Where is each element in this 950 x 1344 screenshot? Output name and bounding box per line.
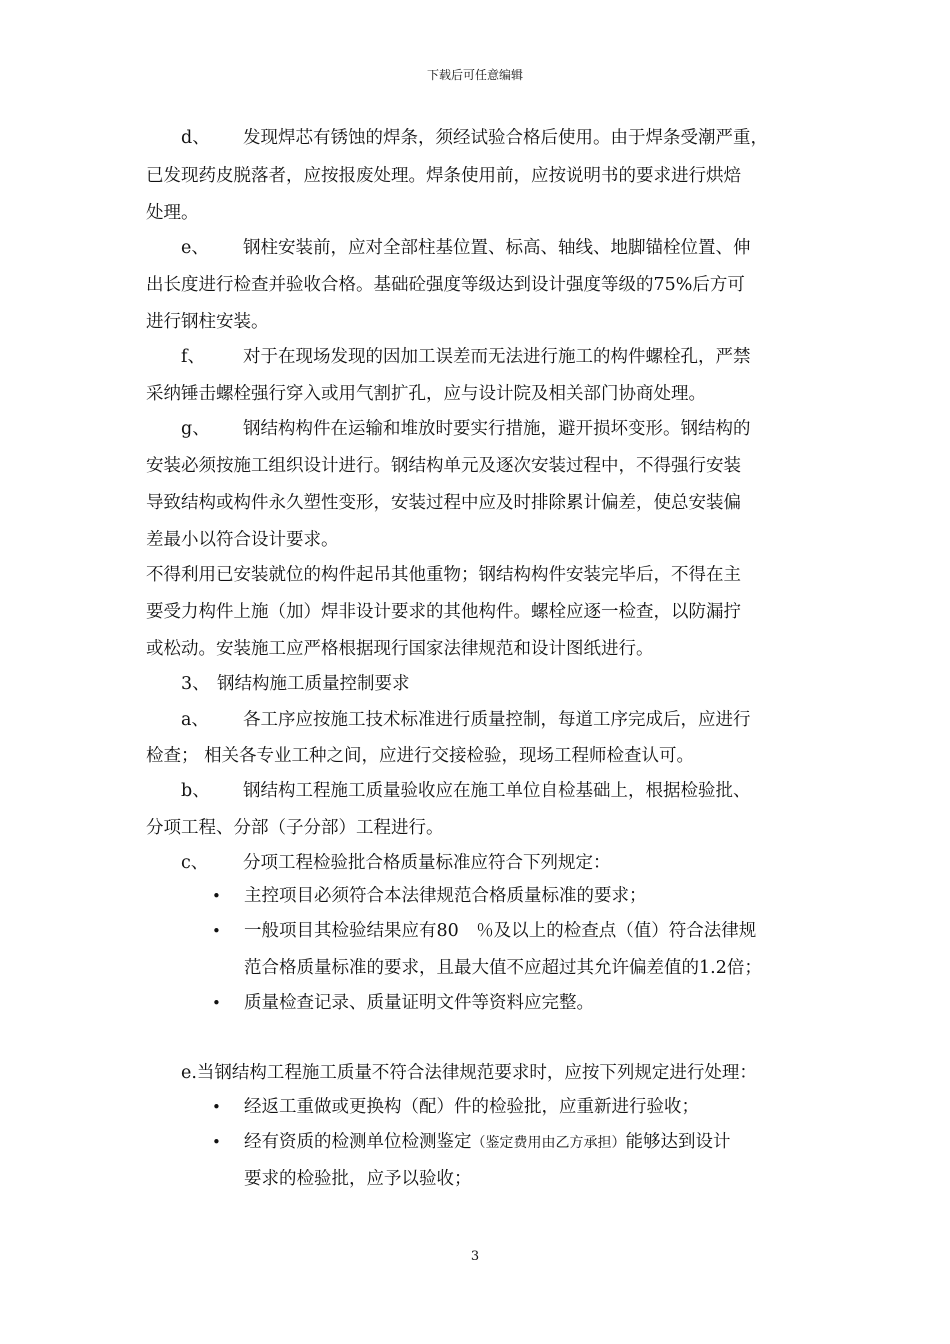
bullet-icon: • <box>212 887 221 905</box>
item-g-line2: 安装必须按施工组织设计进行。钢结构单元及逐次安装过程中，不得强行安装 <box>146 456 741 476</box>
item-b-marker: b、 <box>181 781 210 801</box>
page-header: 下载后可任意编辑 <box>426 68 523 82</box>
item-g-marker: g、 <box>181 419 210 439</box>
e-bullet-1: 经返工重做或更换构（配）件的检验批，应重新进行验收； <box>244 1097 699 1117</box>
item-g-text: 钢结构构件在运输和堆放时要实行措施，避开损坏变形。钢结构的 <box>243 419 751 439</box>
item-d-line1 <box>181 128 768 148</box>
item-e-line2: 出长度进行检查并验收合格。基础砼强度等级达到设计强度等级的75%后方可 <box>146 275 745 295</box>
item-c-text: 分项工程检验批合格质量标准应符合下列规定： <box>243 853 611 873</box>
item-a-line1 <box>181 710 751 730</box>
item-d-text: 发现焊芯有锈蚀的焊条，须经试验合格后使用。由于焊条受潮严重， <box>243 128 768 148</box>
c-bullet-2-line1: 一般项目其检验结果应有80 ％及以上的检查点（值）符合法律规 <box>244 921 757 941</box>
e-bullet-2-part-b: 能够达到设计 <box>625 1132 731 1152</box>
e-bullet-2-part-a: 经有资质的检测单位检测鉴定 <box>244 1132 472 1152</box>
item-e-line1 <box>181 238 751 258</box>
e-bullet-2-line1 <box>244 1132 731 1153</box>
item-g-line1 <box>181 419 751 439</box>
e-bullet-2-line2: 要求的检验批，应予以验收； <box>244 1169 472 1189</box>
section-3-title: 钢结构施工质量控制要求 <box>217 674 410 694</box>
paragraph-line3: 或松动。安装施工应严格根据现行国家法律规范和设计图纸进行。 <box>146 639 654 659</box>
paragraph-line2: 要受力构件上施（加）焊非设计要求的其他构件。螺栓应逐一检查，以防漏拧 <box>146 602 741 622</box>
item-c-marker: c、 <box>181 853 209 873</box>
item-a-line2: 检查； 相关各专业工种之间，应进行交接检验，现场工程师检查认可。 <box>146 746 695 766</box>
c-bullet-3: 质量检查记录、质量证明文件等资料应完整。 <box>244 993 594 1013</box>
item-f-line2: 采纳锤击螺栓强行穿入或用气割扩孔，应与设计院及相关部门协商处理。 <box>146 384 706 404</box>
item-f-text: 对于在现场发现的因加工误差而无法进行施工的构件螺栓孔，严禁 <box>243 347 751 367</box>
paragraph-line1: 不得利用已安装就位的构件起吊其他重物；钢结构构件安装完毕后，不得在主 <box>146 565 741 585</box>
item-d-line2: 已发现药皮脱落者，应按报废处理。焊条使用前，应按说明书的要求进行烘焙 <box>146 166 741 186</box>
item-e-text: 钢柱安装前，应对全部柱基位置、标高、轴线、地脚锚栓位置、伸 <box>243 238 751 258</box>
c-bullet-1: 主控项目必须符合本法律规范合格质量标准的要求； <box>244 886 647 906</box>
bullet-icon: • <box>212 922 221 940</box>
item-c-line1 <box>181 853 611 873</box>
bullet-icon: • <box>212 994 221 1012</box>
item-d-line3: 处理。 <box>146 203 199 223</box>
item-e-marker: e、 <box>181 238 209 258</box>
e-bullet-2-note: （鉴定费用由乙方承担） <box>471 1135 626 1151</box>
item-a-marker: a、 <box>181 710 209 730</box>
bullet-icon: • <box>212 1098 221 1116</box>
item-b-text: 钢结构工程施工质量验收应在施工单位自检基础上，根据检验批、 <box>243 781 751 801</box>
item-e-line3: 进行钢柱安装。 <box>146 312 269 332</box>
item-f-line1 <box>181 347 751 367</box>
item-b-line1 <box>181 781 751 801</box>
section-3-heading <box>181 674 410 694</box>
item-b-line2: 分项工程、分部（子分部）工程进行。 <box>146 818 444 838</box>
item-f-marker: f、 <box>181 347 205 367</box>
page-number: 3 <box>470 1249 480 1264</box>
item-g-line4: 差最小以符合设计要求。 <box>146 530 339 550</box>
bullet-icon: • <box>212 1133 221 1151</box>
item-g-line3: 导致结构或构件永久塑性变形，安装过程中应及时排除累计偏差，使总安装偏 <box>146 493 741 513</box>
item-e2-line: e.当钢结构工程施工质量不符合法律规范要求时，应按下列规定进行处理： <box>181 1063 757 1083</box>
item-a-text: 各工序应按施工技术标准进行质量控制，每道工序完成后，应进行 <box>243 710 751 730</box>
c-bullet-2-line2: 范合格质量标准的要求，且最大值不应超过其允许偏差值的1.2倍； <box>244 958 762 978</box>
section-3-marker: 3、 <box>181 674 210 694</box>
item-d-marker: d、 <box>181 128 210 148</box>
